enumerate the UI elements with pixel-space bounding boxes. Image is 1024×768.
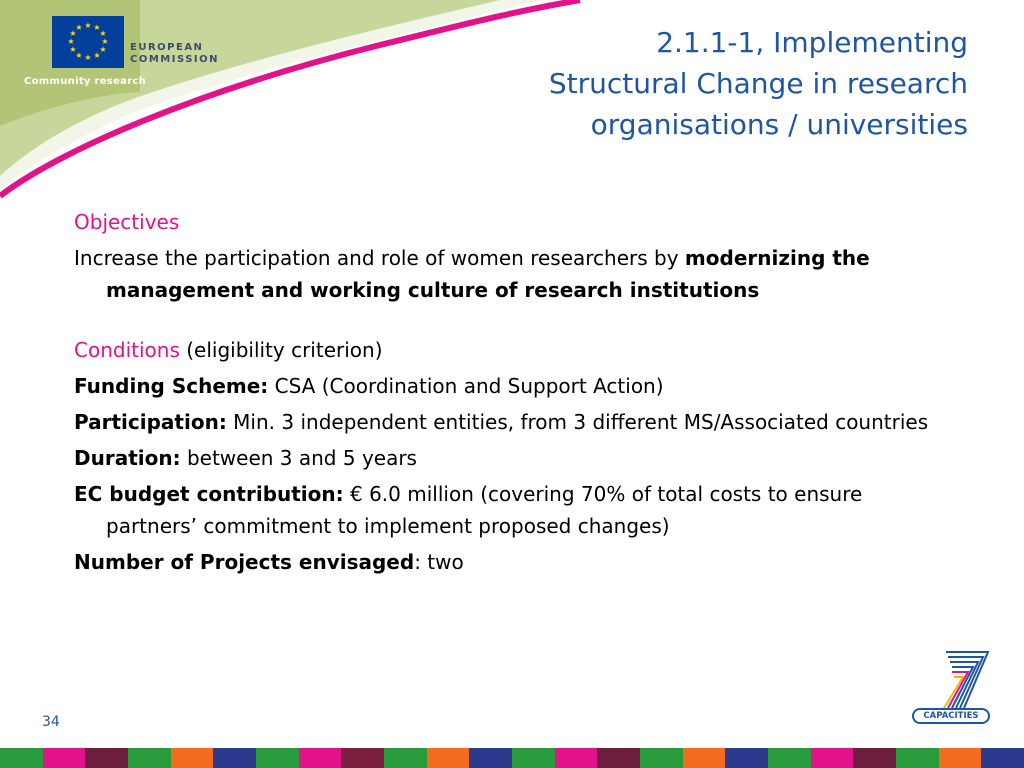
footer-stripe-segment bbox=[43, 748, 86, 768]
footer-stripe-segment bbox=[853, 748, 896, 768]
footer-stripe-segment bbox=[811, 748, 854, 768]
objectives-text-plain: Increase the participation and role of women researchers by bbox=[74, 246, 685, 270]
title-line-2: Structural Change in research bbox=[548, 67, 968, 100]
slide-title bbox=[448, 22, 968, 145]
svg-text:★: ★ bbox=[99, 29, 107, 38]
svg-text:★: ★ bbox=[75, 51, 83, 60]
projects-label: Number of Projects envisaged bbox=[74, 550, 415, 574]
eu-logo-line2: COMMISSION bbox=[130, 54, 220, 65]
projects-value: : two bbox=[414, 550, 464, 574]
footer-stripe-segment bbox=[469, 748, 512, 768]
funding-scheme-label: Funding Scheme: bbox=[74, 374, 269, 398]
duration-value: between 3 and 5 years bbox=[180, 446, 417, 470]
conditions-heading-note: (eligibility criterion) bbox=[179, 338, 383, 362]
european-commission-logo bbox=[52, 16, 220, 74]
duration-item bbox=[74, 442, 954, 474]
slide-body bbox=[74, 206, 954, 582]
svg-text:★: ★ bbox=[67, 37, 75, 46]
page-number: 34 bbox=[42, 714, 60, 730]
svg-text:★: ★ bbox=[99, 45, 107, 54]
footer-stripe-segment bbox=[213, 748, 256, 768]
participation-label: Participation: bbox=[74, 410, 227, 434]
objectives-text bbox=[74, 242, 954, 306]
funding-scheme-value: CSA (Coordination and Support Action) bbox=[268, 374, 664, 398]
svg-text:★: ★ bbox=[84, 21, 92, 30]
svg-text:★: ★ bbox=[93, 51, 101, 60]
footer-stripe-segment bbox=[512, 748, 555, 768]
footer-stripe-segment bbox=[768, 748, 811, 768]
funding-scheme-item bbox=[74, 370, 954, 402]
community-research-tagline: Community research bbox=[24, 76, 147, 87]
svg-text:★: ★ bbox=[84, 53, 92, 62]
footer-stripe-segment bbox=[256, 748, 299, 768]
svg-text:★: ★ bbox=[93, 23, 101, 32]
svg-text:★: ★ bbox=[69, 29, 77, 38]
footer-stripe-segment bbox=[725, 748, 768, 768]
footer-stripe-segment bbox=[171, 748, 214, 768]
footer-stripe-segment bbox=[128, 748, 171, 768]
eu-logo-text bbox=[130, 42, 219, 66]
footer-stripe-segment bbox=[427, 748, 470, 768]
capacities-badge: CAPACITIES bbox=[912, 708, 990, 724]
title-line-1: 2.1.1-1, Implementing bbox=[656, 26, 968, 59]
participation-item bbox=[74, 406, 954, 438]
title-line-3: organisations / universities bbox=[590, 108, 968, 141]
objectives-heading: Objectives bbox=[74, 210, 180, 234]
footer-stripe-segment bbox=[597, 748, 640, 768]
svg-text:★: ★ bbox=[75, 23, 83, 32]
eu-logo-line1: EUROPEAN bbox=[130, 42, 204, 53]
participation-value: Min. 3 independent entities, from 3 different MS/Associated countries bbox=[226, 410, 929, 434]
footer-stripe-segment bbox=[683, 748, 726, 768]
footer-stripe-segment bbox=[939, 748, 982, 768]
eu-flag-icon bbox=[52, 16, 124, 68]
footer-stripe-segment bbox=[896, 748, 939, 768]
footer-stripe-segment bbox=[555, 748, 598, 768]
conditions-heading-label: Conditions bbox=[74, 338, 180, 362]
conditions-heading bbox=[74, 334, 954, 366]
budget-value: € 6.0 million (covering 70% of total costs to ensure partners’ commitment to implement proposed changes) bbox=[106, 482, 863, 538]
footer-stripe-segment bbox=[85, 748, 128, 768]
duration-label: Duration: bbox=[74, 446, 181, 470]
footer-stripe-segment bbox=[341, 748, 384, 768]
footer-stripe bbox=[0, 748, 1024, 768]
objectives-text-bold: modernizing the management and working culture of research institutions bbox=[106, 246, 870, 302]
budget-item bbox=[74, 478, 954, 542]
footer-stripe-segment bbox=[299, 748, 342, 768]
projects-item bbox=[74, 546, 954, 578]
svg-text:★: ★ bbox=[101, 37, 109, 46]
footer-stripe-segment bbox=[981, 748, 1024, 768]
footer-stripe-segment bbox=[384, 748, 427, 768]
footer-stripe-segment bbox=[640, 748, 683, 768]
footer-stripe-segment bbox=[0, 748, 43, 768]
budget-label: EC budget contribution: bbox=[74, 482, 344, 506]
svg-text:★: ★ bbox=[69, 45, 77, 54]
